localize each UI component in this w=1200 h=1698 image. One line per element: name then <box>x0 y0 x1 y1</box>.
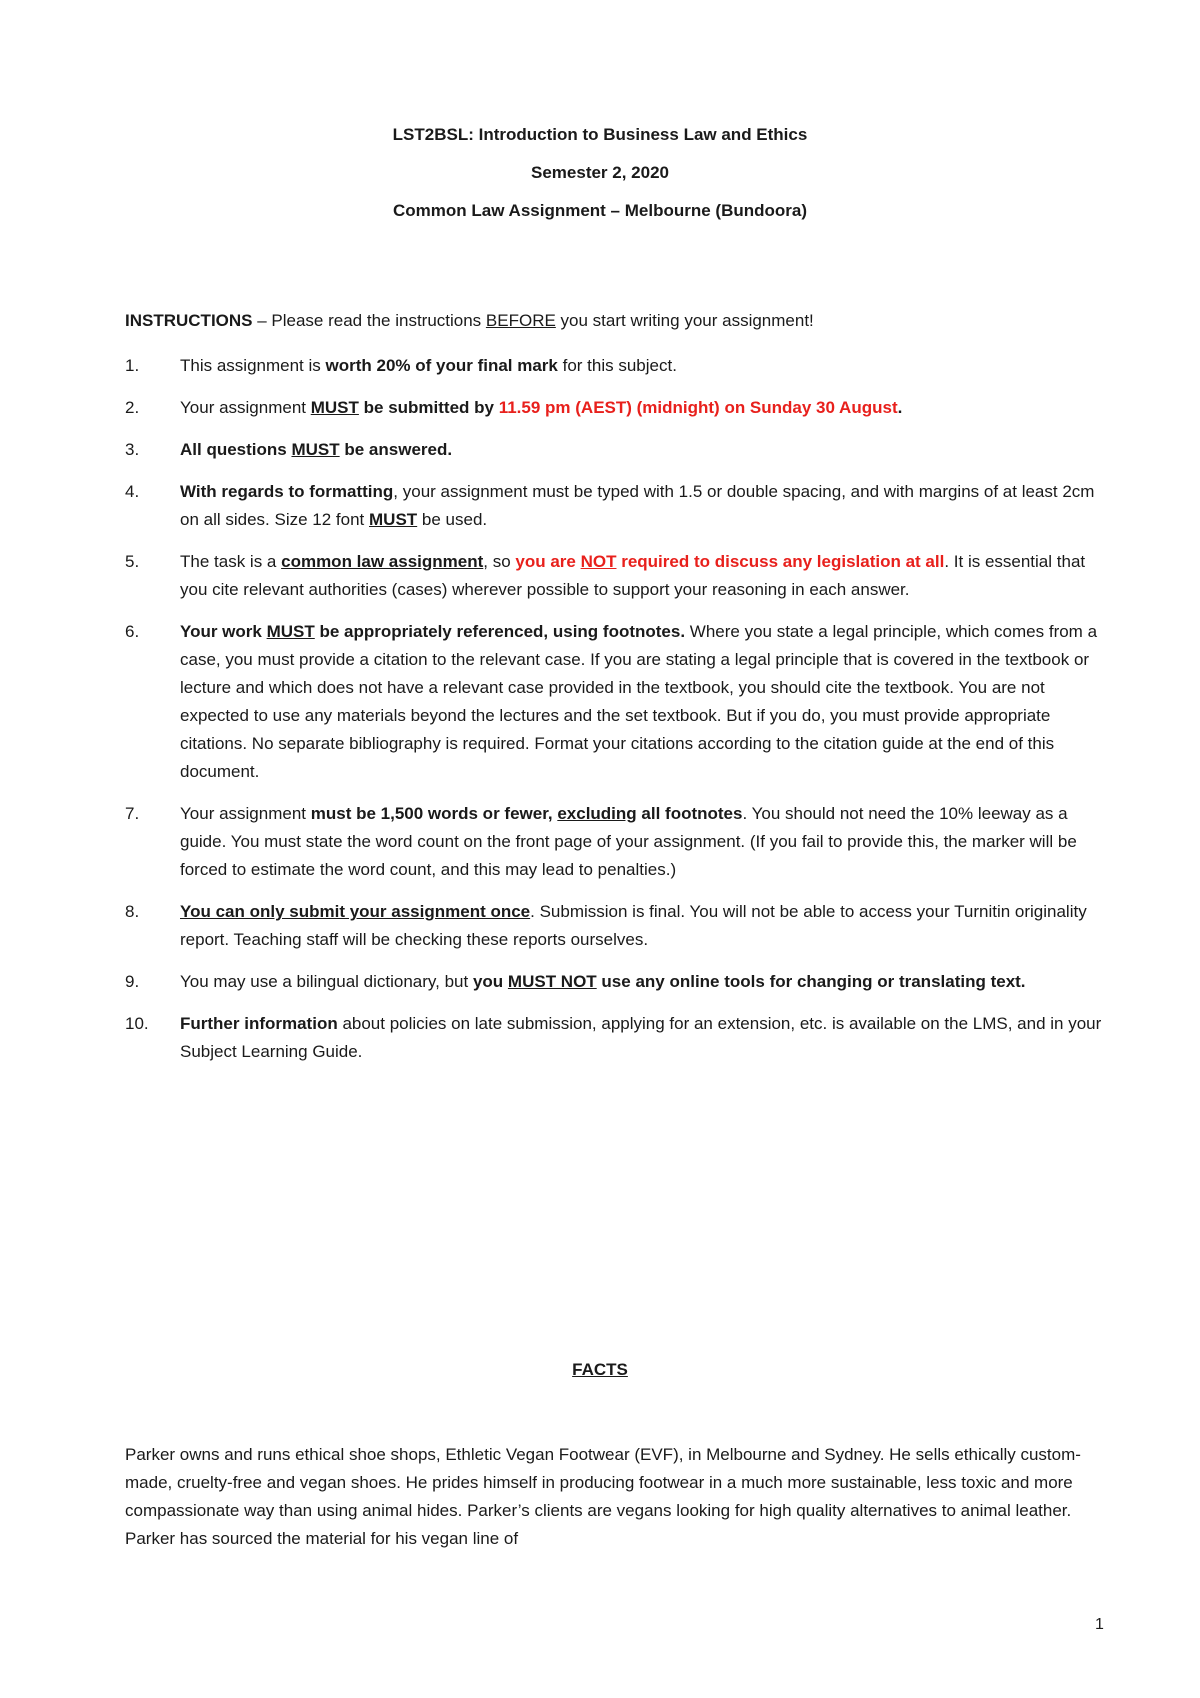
item-text: Your assignment <box>180 398 311 417</box>
item-text: You may use a bilingual dictionary, but <box>180 972 473 991</box>
item-number: 4. <box>125 482 140 501</box>
item-text: be used. <box>417 510 488 529</box>
item-text: MUST <box>310 398 359 417</box>
item-number: 2. <box>125 398 140 417</box>
item-text: . You should not need the 10% leeway as a guide. You must state the word count on the front page of your assignment. (If you fail to provide this, the marker will be forced to estimate the word count, and this may lead to penalties.) <box>180 804 1077 879</box>
item-text: This assignment is <box>180 356 326 375</box>
assignment-title: Common Law Assignment – Melbourne (Bundoora) <box>393 201 807 220</box>
item-text: you are <box>515 552 581 571</box>
item-text: With regards to formatting <box>180 482 394 501</box>
item-text: , your assignment must be typed with 1.5 or double spacing, and with margins of at least 2cm on all sides. Size 12 font <box>180 482 1095 529</box>
item-number: 5. <box>125 552 140 571</box>
item-text: excluding <box>557 804 637 823</box>
item-text: you <box>472 972 508 991</box>
item-text: MUST NOT <box>507 972 597 991</box>
instruction-item-6 <box>125 618 1115 786</box>
deadline-text: 11.59 pm (AEST) (midnight) on Sunday 30 August <box>498 398 898 417</box>
instructions-intro: – Please read the instructions <box>252 311 486 330</box>
page-number: 1 <box>1095 1616 1104 1633</box>
instruction-item-8 <box>125 898 1115 954</box>
item-text: required to discuss any legislation at all <box>616 552 945 571</box>
instructions-before: BEFORE <box>485 311 556 330</box>
item-number: 1. <box>125 356 140 375</box>
instructions-list <box>125 352 1115 1080</box>
item-text: Where you state a legal principle, which comes from a case, you must provide a citation to the relevant case. If you are stating a legal principle that is covered in the textbook or lecture and which does not have a relevant case provided in the textbook, you should cite the textbook. You are not expected to use any materials beyond the lectures and the set textbook. But if you do, you must provide appropriate citations. No separate bibliography is required. Format your citations according to the citation guide at the end of this document. <box>180 622 1098 781</box>
item-text: The task is a <box>180 552 282 571</box>
instruction-item-3 <box>125 436 1115 464</box>
item-text: all footnotes <box>636 804 743 823</box>
item-text: Your work <box>180 622 267 641</box>
instruction-item-5 <box>125 548 1115 604</box>
instructions-intro-end: you start writing your assignment! <box>555 311 814 330</box>
facts-paragraph: Parker owns and runs ethical shoe shops, Ethletic Vegan Footwear (EVF), in Melbourne and Sydney. He sells ethically custom-made, cruelty-free and vegan shoes. He prides himself in producing footwear in a much more sustainable, less toxic and more compassionate way than using animal hides. Parker’s clients are vegans looking for high quality alternatives to animal leather. Parker has sourced the material for his vegan line of <box>125 1445 1081 1548</box>
course-title: LST2BSL: Introduction to Business Law and Ethics <box>392 125 808 144</box>
item-text: Further information <box>180 1014 338 1033</box>
item-text: Your assignment <box>180 804 311 823</box>
item-text: . It is essential that you cite relevant authorities (cases) wherever possible to support your reasoning in each answer. <box>180 552 1086 599</box>
item-number: 8. <box>125 902 140 921</box>
item-text: MUST <box>266 622 315 641</box>
item-text: All questions <box>180 440 292 459</box>
item-text: be submitted by <box>358 398 499 417</box>
facts-heading: FACTS <box>572 1360 628 1379</box>
instruction-item-2 <box>125 394 1115 422</box>
item-number: 6. <box>125 622 140 641</box>
item-text: must be 1,500 words or fewer, <box>310 804 558 823</box>
item-text: NOT <box>580 552 617 571</box>
item-text: worth 20% of your final mark <box>325 356 558 375</box>
item-text: common law assignment <box>281 552 484 571</box>
instruction-item-7 <box>125 800 1115 884</box>
item-text: . <box>897 398 903 417</box>
item-text: use any online tools for changing or translating text. <box>596 972 1026 991</box>
item-text: for this subject. <box>557 356 677 375</box>
instruction-item-9 <box>125 968 1115 996</box>
item-number: 9. <box>125 972 140 991</box>
instructions-heading <box>125 311 814 331</box>
semester-label: Semester 2, 2020 <box>531 163 669 182</box>
item-text: You can only submit your assignment once <box>180 902 531 921</box>
instruction-item-1 <box>125 352 1115 380</box>
instruction-item-10 <box>125 1010 1115 1066</box>
instructions-label: INSTRUCTIONS <box>125 311 253 330</box>
item-text: MUST <box>369 510 418 529</box>
item-number: 7. <box>125 804 140 823</box>
item-text: , so <box>483 552 516 571</box>
instruction-item-4 <box>125 478 1115 534</box>
item-text: . Submission is final. You will not be able to access your Turnitin originality report. Teaching staff will be checking these reports ourselves. <box>180 902 1087 949</box>
item-number: 3. <box>125 440 140 459</box>
item-text: be answered. <box>339 440 453 459</box>
item-text: be appropriately referenced, using footnotes. <box>314 622 686 641</box>
item-text: MUST <box>291 440 340 459</box>
item-text: about policies on late submission, applying for an extension, etc. is available on the LMS, and in your Subject Learning Guide. <box>180 1014 1102 1061</box>
item-number: 10. <box>125 1014 149 1033</box>
